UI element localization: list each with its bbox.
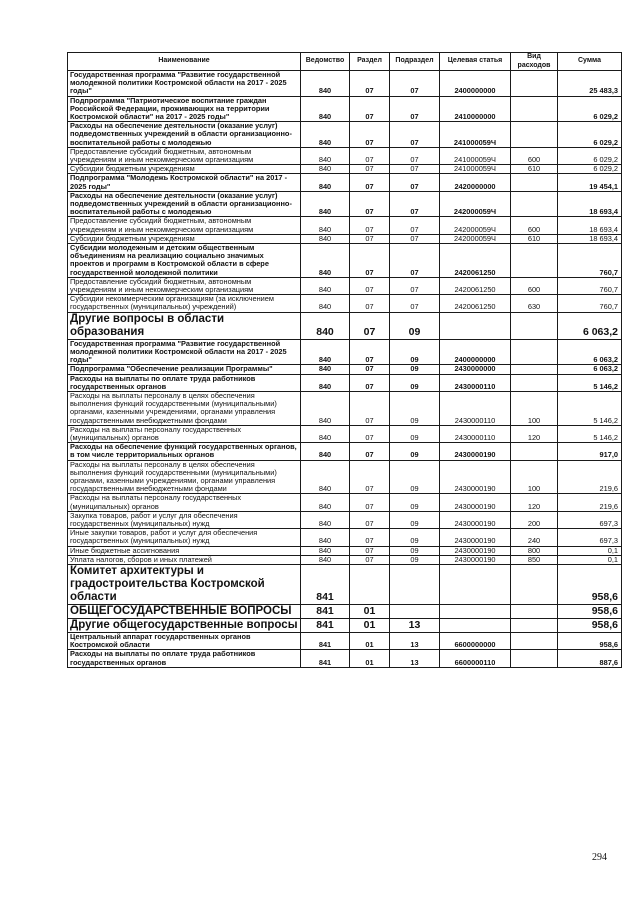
table-row xyxy=(68,460,622,494)
cell-subsection: 07 xyxy=(390,147,440,164)
cell-target-article xyxy=(440,312,511,339)
cell-amount: 18 693,4 xyxy=(558,217,622,234)
cell-department: 840 xyxy=(301,147,350,164)
cell-department: 840 xyxy=(301,277,350,294)
cell-amount: 6 063,2 xyxy=(558,312,622,339)
cell-target-article: 6600000000 xyxy=(440,632,511,649)
cell-section: 07 xyxy=(350,312,390,339)
cell-department: 840 xyxy=(301,546,350,555)
cell-department: 840 xyxy=(301,71,350,97)
cell-target-article: 6600000110 xyxy=(440,650,511,667)
cell-department: 840 xyxy=(301,122,350,148)
cell-subsection: 09 xyxy=(390,312,440,339)
cell-expense-type: 610 xyxy=(511,234,558,243)
cell-target-article: 241000059Ч xyxy=(440,165,511,174)
table-row xyxy=(68,529,622,546)
cell-expense-type: 100 xyxy=(511,391,558,425)
header-expense-type: Вид расходов xyxy=(511,53,558,71)
cell-department: 840 xyxy=(301,217,350,234)
cell-section: 01 xyxy=(350,650,390,667)
cell-expense-type: 600 xyxy=(511,277,558,294)
table-row xyxy=(68,96,622,122)
cell-expense-type xyxy=(511,365,558,374)
cell-amount: 0,1 xyxy=(558,546,622,555)
cell-expense-type xyxy=(511,339,558,365)
cell-amount: 760,7 xyxy=(558,244,622,278)
cell-expense-type: 630 xyxy=(511,295,558,312)
cell-target-article: 242000059Ч xyxy=(440,191,511,217)
cell-target-article: 2410000000 xyxy=(440,96,511,122)
cell-section: 07 xyxy=(350,122,390,148)
cell-section: 07 xyxy=(350,217,390,234)
cell-expense-type: 600 xyxy=(511,147,558,164)
table-row xyxy=(68,391,622,425)
cell-subsection xyxy=(390,604,440,618)
cell-name: Закупка товаров, работ и услуг для обеспечения государственных (муниципальных) нужд xyxy=(68,511,301,528)
cell-target-article: 2400000000 xyxy=(440,339,511,365)
header-name: Наименование xyxy=(68,53,301,71)
cell-department: 840 xyxy=(301,96,350,122)
cell-subsection: 07 xyxy=(390,295,440,312)
cell-department: 840 xyxy=(301,425,350,442)
cell-target-article: 2430000110 xyxy=(440,425,511,442)
cell-target-article: 2430000190 xyxy=(440,494,511,511)
table-row xyxy=(68,650,622,667)
cell-amount: 958,6 xyxy=(558,564,622,604)
cell-target-article: 2400000000 xyxy=(440,71,511,97)
cell-department: 840 xyxy=(301,191,350,217)
cell-name: Уплата налогов, сборов и иных платежей xyxy=(68,555,301,564)
cell-target-article: 2430000190 xyxy=(440,460,511,494)
cell-section: 07 xyxy=(350,365,390,374)
cell-name: Расходы на выплаты персоналу в целях обеспечения выполнения функций государственными (муниципальными) органами, казенными учреждениями, органами управления государственными внебюджетными фондами xyxy=(68,391,301,425)
cell-expense-type xyxy=(511,650,558,667)
cell-subsection: 07 xyxy=(390,217,440,234)
cell-department: 840 xyxy=(301,165,350,174)
cell-name: Расходы на обеспечение функций государственных органов, в том числе территориальных органов xyxy=(68,443,301,460)
table-row xyxy=(68,71,622,97)
cell-target-article xyxy=(440,564,511,604)
cell-section: 07 xyxy=(350,555,390,564)
cell-expense-type xyxy=(511,122,558,148)
cell-target-article xyxy=(440,604,511,618)
cell-amount: 5 146,2 xyxy=(558,374,622,391)
header-target-article: Целевая статья xyxy=(440,53,511,71)
cell-expense-type: 800 xyxy=(511,546,558,555)
cell-target-article: 2430000190 xyxy=(440,546,511,555)
cell-subsection: 09 xyxy=(390,365,440,374)
cell-expense-type: 850 xyxy=(511,555,558,564)
cell-department: 840 xyxy=(301,234,350,243)
cell-expense-type: 120 xyxy=(511,425,558,442)
cell-expense-type xyxy=(511,564,558,604)
cell-name: Расходы на выплаты по оплате труда работников государственных органов xyxy=(68,374,301,391)
cell-department: 840 xyxy=(301,365,350,374)
cell-amount: 25 483,3 xyxy=(558,71,622,97)
cell-expense-type: 610 xyxy=(511,165,558,174)
table-row xyxy=(68,443,622,460)
cell-amount: 917,0 xyxy=(558,443,622,460)
cell-name: Центральный аппарат государственных органов Костромской области xyxy=(68,632,301,649)
cell-name: Подпрограмма "Патриотическое воспитание граждан Российской Федерации, проживающих на территории Костромской области" на 2017 - 2025 годы" xyxy=(68,96,301,122)
cell-subsection: 09 xyxy=(390,511,440,528)
header-department: Ведомство xyxy=(301,53,350,71)
cell-subsection: 07 xyxy=(390,191,440,217)
cell-section: 07 xyxy=(350,546,390,555)
cell-section: 01 xyxy=(350,618,390,632)
cell-target-article: 2430000000 xyxy=(440,365,511,374)
cell-name: Иные закупки товаров, работ и услуг для обеспечения государственных (муниципальных) нужд xyxy=(68,529,301,546)
cell-amount: 19 454,1 xyxy=(558,174,622,191)
cell-expense-type: 100 xyxy=(511,460,558,494)
cell-department: 840 xyxy=(301,460,350,494)
cell-name: Субсидии бюджетным учреждениям xyxy=(68,165,301,174)
cell-department: 841 xyxy=(301,564,350,604)
table-row xyxy=(68,122,622,148)
cell-target-article: 241000059Ч xyxy=(440,122,511,148)
cell-department: 840 xyxy=(301,174,350,191)
cell-section: 07 xyxy=(350,295,390,312)
header-row xyxy=(68,53,622,71)
table-row xyxy=(68,425,622,442)
header-amount: Сумма xyxy=(558,53,622,71)
cell-expense-type xyxy=(511,71,558,97)
cell-expense-type: 120 xyxy=(511,494,558,511)
cell-name: Расходы на выплаты персоналу государственных (муниципальных) органов xyxy=(68,494,301,511)
table-row xyxy=(68,494,622,511)
cell-subsection: 13 xyxy=(390,618,440,632)
cell-subsection: 07 xyxy=(390,244,440,278)
cell-subsection: 09 xyxy=(390,443,440,460)
cell-amount: 6 063,2 xyxy=(558,339,622,365)
cell-section: 07 xyxy=(350,511,390,528)
cell-subsection: 09 xyxy=(390,529,440,546)
cell-amount: 760,7 xyxy=(558,277,622,294)
table-row xyxy=(68,511,622,528)
cell-section: 07 xyxy=(350,165,390,174)
table-body xyxy=(68,71,622,668)
cell-amount: 6 029,2 xyxy=(558,147,622,164)
cell-expense-type xyxy=(511,374,558,391)
cell-amount: 219,6 xyxy=(558,494,622,511)
cell-name: Предоставление субсидий бюджетным, автономным учреждениям и иным некоммерческим организациям xyxy=(68,277,301,294)
cell-name: ОБЩЕГОСУДАРСТВЕННЫЕ ВОПРОСЫ xyxy=(68,604,301,618)
cell-department: 840 xyxy=(301,529,350,546)
cell-subsection: 09 xyxy=(390,555,440,564)
cell-target-article: 2430000190 xyxy=(440,443,511,460)
table-row xyxy=(68,244,622,278)
cell-target-article: 2420000000 xyxy=(440,174,511,191)
cell-amount: 760,7 xyxy=(558,295,622,312)
table-row xyxy=(68,191,622,217)
cell-amount: 6 029,2 xyxy=(558,122,622,148)
cell-target-article: 241000059Ч xyxy=(440,147,511,164)
cell-amount: 0,1 xyxy=(558,555,622,564)
table-row xyxy=(68,546,622,555)
cell-department: 840 xyxy=(301,295,350,312)
cell-subsection: 09 xyxy=(390,374,440,391)
cell-name: Государственная программа "Развитие государственной молодежной политики Костромской области на 2017 - 2025 годы" xyxy=(68,339,301,365)
header-subsection: Подраздел xyxy=(390,53,440,71)
table-row xyxy=(68,277,622,294)
cell-expense-type xyxy=(511,618,558,632)
cell-section: 07 xyxy=(350,277,390,294)
table-row xyxy=(68,618,622,632)
cell-name: Другие вопросы в области образования xyxy=(68,312,301,339)
cell-amount: 958,6 xyxy=(558,632,622,649)
cell-subsection: 09 xyxy=(390,391,440,425)
cell-expense-type xyxy=(511,312,558,339)
table-row xyxy=(68,365,622,374)
cell-target-article: 2430000190 xyxy=(440,511,511,528)
header-section: Раздел xyxy=(350,53,390,71)
cell-target-article: 2430000110 xyxy=(440,391,511,425)
cell-expense-type: 200 xyxy=(511,511,558,528)
cell-subsection: 07 xyxy=(390,71,440,97)
cell-target-article: 2430000190 xyxy=(440,555,511,564)
cell-section: 07 xyxy=(350,96,390,122)
cell-name: Субсидии бюджетным учреждениям xyxy=(68,234,301,243)
cell-target-article: 2430000190 xyxy=(440,529,511,546)
cell-subsection: 09 xyxy=(390,546,440,555)
table-row xyxy=(68,564,622,604)
cell-section: 07 xyxy=(350,529,390,546)
cell-section: 07 xyxy=(350,191,390,217)
cell-amount: 219,6 xyxy=(558,460,622,494)
cell-target-article xyxy=(440,618,511,632)
cell-target-article: 242000059Ч xyxy=(440,217,511,234)
cell-department: 841 xyxy=(301,632,350,649)
cell-subsection: 09 xyxy=(390,339,440,365)
cell-department: 840 xyxy=(301,244,350,278)
cell-subsection: 07 xyxy=(390,174,440,191)
cell-section: 07 xyxy=(350,391,390,425)
cell-target-article: 2420061250 xyxy=(440,277,511,294)
cell-department: 841 xyxy=(301,604,350,618)
cell-amount: 6 063,2 xyxy=(558,365,622,374)
cell-target-article: 242000059Ч xyxy=(440,234,511,243)
cell-name: Расходы на выплаты персоналу государственных (муниципальных) органов xyxy=(68,425,301,442)
cell-department: 840 xyxy=(301,312,350,339)
table-row xyxy=(68,174,622,191)
cell-department: 840 xyxy=(301,494,350,511)
cell-expense-type xyxy=(511,443,558,460)
cell-target-article: 2420061250 xyxy=(440,295,511,312)
cell-amount: 697,3 xyxy=(558,529,622,546)
cell-name: Комитет архитектуры и градостроительства Костромской области xyxy=(68,564,301,604)
cell-subsection: 07 xyxy=(390,96,440,122)
cell-subsection xyxy=(390,564,440,604)
cell-subsection: 13 xyxy=(390,632,440,649)
cell-subsection: 07 xyxy=(390,234,440,243)
cell-section: 07 xyxy=(350,494,390,511)
cell-name: Подпрограмма "Молодежь Костромской области" на 2017 - 2025 годы" xyxy=(68,174,301,191)
cell-amount: 6 029,2 xyxy=(558,96,622,122)
cell-section: 01 xyxy=(350,604,390,618)
table-row xyxy=(68,604,622,618)
cell-section: 07 xyxy=(350,374,390,391)
cell-section: 07 xyxy=(350,71,390,97)
table-row xyxy=(68,312,622,339)
cell-subsection: 07 xyxy=(390,277,440,294)
cell-subsection: 13 xyxy=(390,650,440,667)
table-row xyxy=(68,374,622,391)
table-row xyxy=(68,234,622,243)
table-row xyxy=(68,147,622,164)
cell-department: 840 xyxy=(301,339,350,365)
cell-section: 07 xyxy=(350,174,390,191)
cell-expense-type xyxy=(511,191,558,217)
cell-section: 01 xyxy=(350,632,390,649)
cell-expense-type xyxy=(511,632,558,649)
cell-target-article: 2420061250 xyxy=(440,244,511,278)
table-row xyxy=(68,339,622,365)
cell-amount: 958,6 xyxy=(558,618,622,632)
cell-expense-type xyxy=(511,174,558,191)
cell-expense-type xyxy=(511,604,558,618)
cell-name: Предоставление субсидий бюджетным, автономным учреждениям и иным некоммерческим организациям xyxy=(68,217,301,234)
cell-name: Иные бюджетные ассигнования xyxy=(68,546,301,555)
cell-section: 07 xyxy=(350,443,390,460)
cell-subsection: 09 xyxy=(390,494,440,511)
cell-amount: 5 146,2 xyxy=(558,425,622,442)
cell-name: Предоставление субсидий бюджетным, автономным учреждениям и иным некоммерческим организациям xyxy=(68,147,301,164)
cell-section: 07 xyxy=(350,425,390,442)
table-row xyxy=(68,555,622,564)
cell-department: 840 xyxy=(301,374,350,391)
cell-amount: 6 029,2 xyxy=(558,165,622,174)
cell-name: Другие общегосударственные вопросы xyxy=(68,618,301,632)
cell-section: 07 xyxy=(350,460,390,494)
cell-name: Государственная программа "Развитие государственной молодежной политики Костромской области на 2017 - 2025 годы" xyxy=(68,71,301,97)
cell-section: 07 xyxy=(350,147,390,164)
cell-expense-type xyxy=(511,96,558,122)
cell-expense-type: 600 xyxy=(511,217,558,234)
cell-amount: 18 693,4 xyxy=(558,191,622,217)
cell-subsection: 09 xyxy=(390,425,440,442)
cell-amount: 697,3 xyxy=(558,511,622,528)
cell-amount: 887,6 xyxy=(558,650,622,667)
cell-section: 07 xyxy=(350,339,390,365)
cell-target-article: 2430000110 xyxy=(440,374,511,391)
cell-name: Расходы на выплаты персоналу в целях обеспечения выполнения функций государственными (муниципальными) органами, казенными учреждениями, органами управления государственными внебюджетными фондами xyxy=(68,460,301,494)
cell-expense-type: 240 xyxy=(511,529,558,546)
cell-name: Субсидии некоммерческим организациям (за исключением государственных (муниципальных) учреждений) xyxy=(68,295,301,312)
cell-amount: 958,6 xyxy=(558,604,622,618)
cell-name: Расходы на обеспечение деятельности (оказание услуг) подведомственных учреждений в области организационно-воспитательной работы с молодежью xyxy=(68,191,301,217)
cell-name: Расходы на обеспечение деятельности (оказание услуг) подведомственных учреждений в области организационно-воспитательной работы с молодежью xyxy=(68,122,301,148)
cell-section: 07 xyxy=(350,244,390,278)
cell-subsection: 07 xyxy=(390,122,440,148)
cell-department: 840 xyxy=(301,391,350,425)
cell-amount: 18 693,4 xyxy=(558,234,622,243)
cell-subsection: 07 xyxy=(390,165,440,174)
table-row xyxy=(68,217,622,234)
cell-section: 07 xyxy=(350,234,390,243)
cell-department: 841 xyxy=(301,618,350,632)
cell-name: Расходы на выплаты по оплате труда работников государственных органов xyxy=(68,650,301,667)
cell-subsection: 09 xyxy=(390,460,440,494)
cell-expense-type xyxy=(511,244,558,278)
cell-department: 840 xyxy=(301,443,350,460)
table-row xyxy=(68,165,622,174)
cell-department: 840 xyxy=(301,511,350,528)
page-number: 294 xyxy=(592,852,607,863)
cell-department: 840 xyxy=(301,555,350,564)
budget-table xyxy=(67,52,622,668)
cell-department: 841 xyxy=(301,650,350,667)
cell-amount: 5 146,2 xyxy=(558,391,622,425)
cell-name: Субсидии молодежным и детским общественным объединениям на реализацию социально значимых проектов и программ в Костромской области в сфере государственной молодежной политики xyxy=(68,244,301,278)
cell-name: Подпрограмма "Обеспечение реализации Программы" xyxy=(68,365,301,374)
table-row xyxy=(68,632,622,649)
cell-section xyxy=(350,564,390,604)
table-row xyxy=(68,295,622,312)
